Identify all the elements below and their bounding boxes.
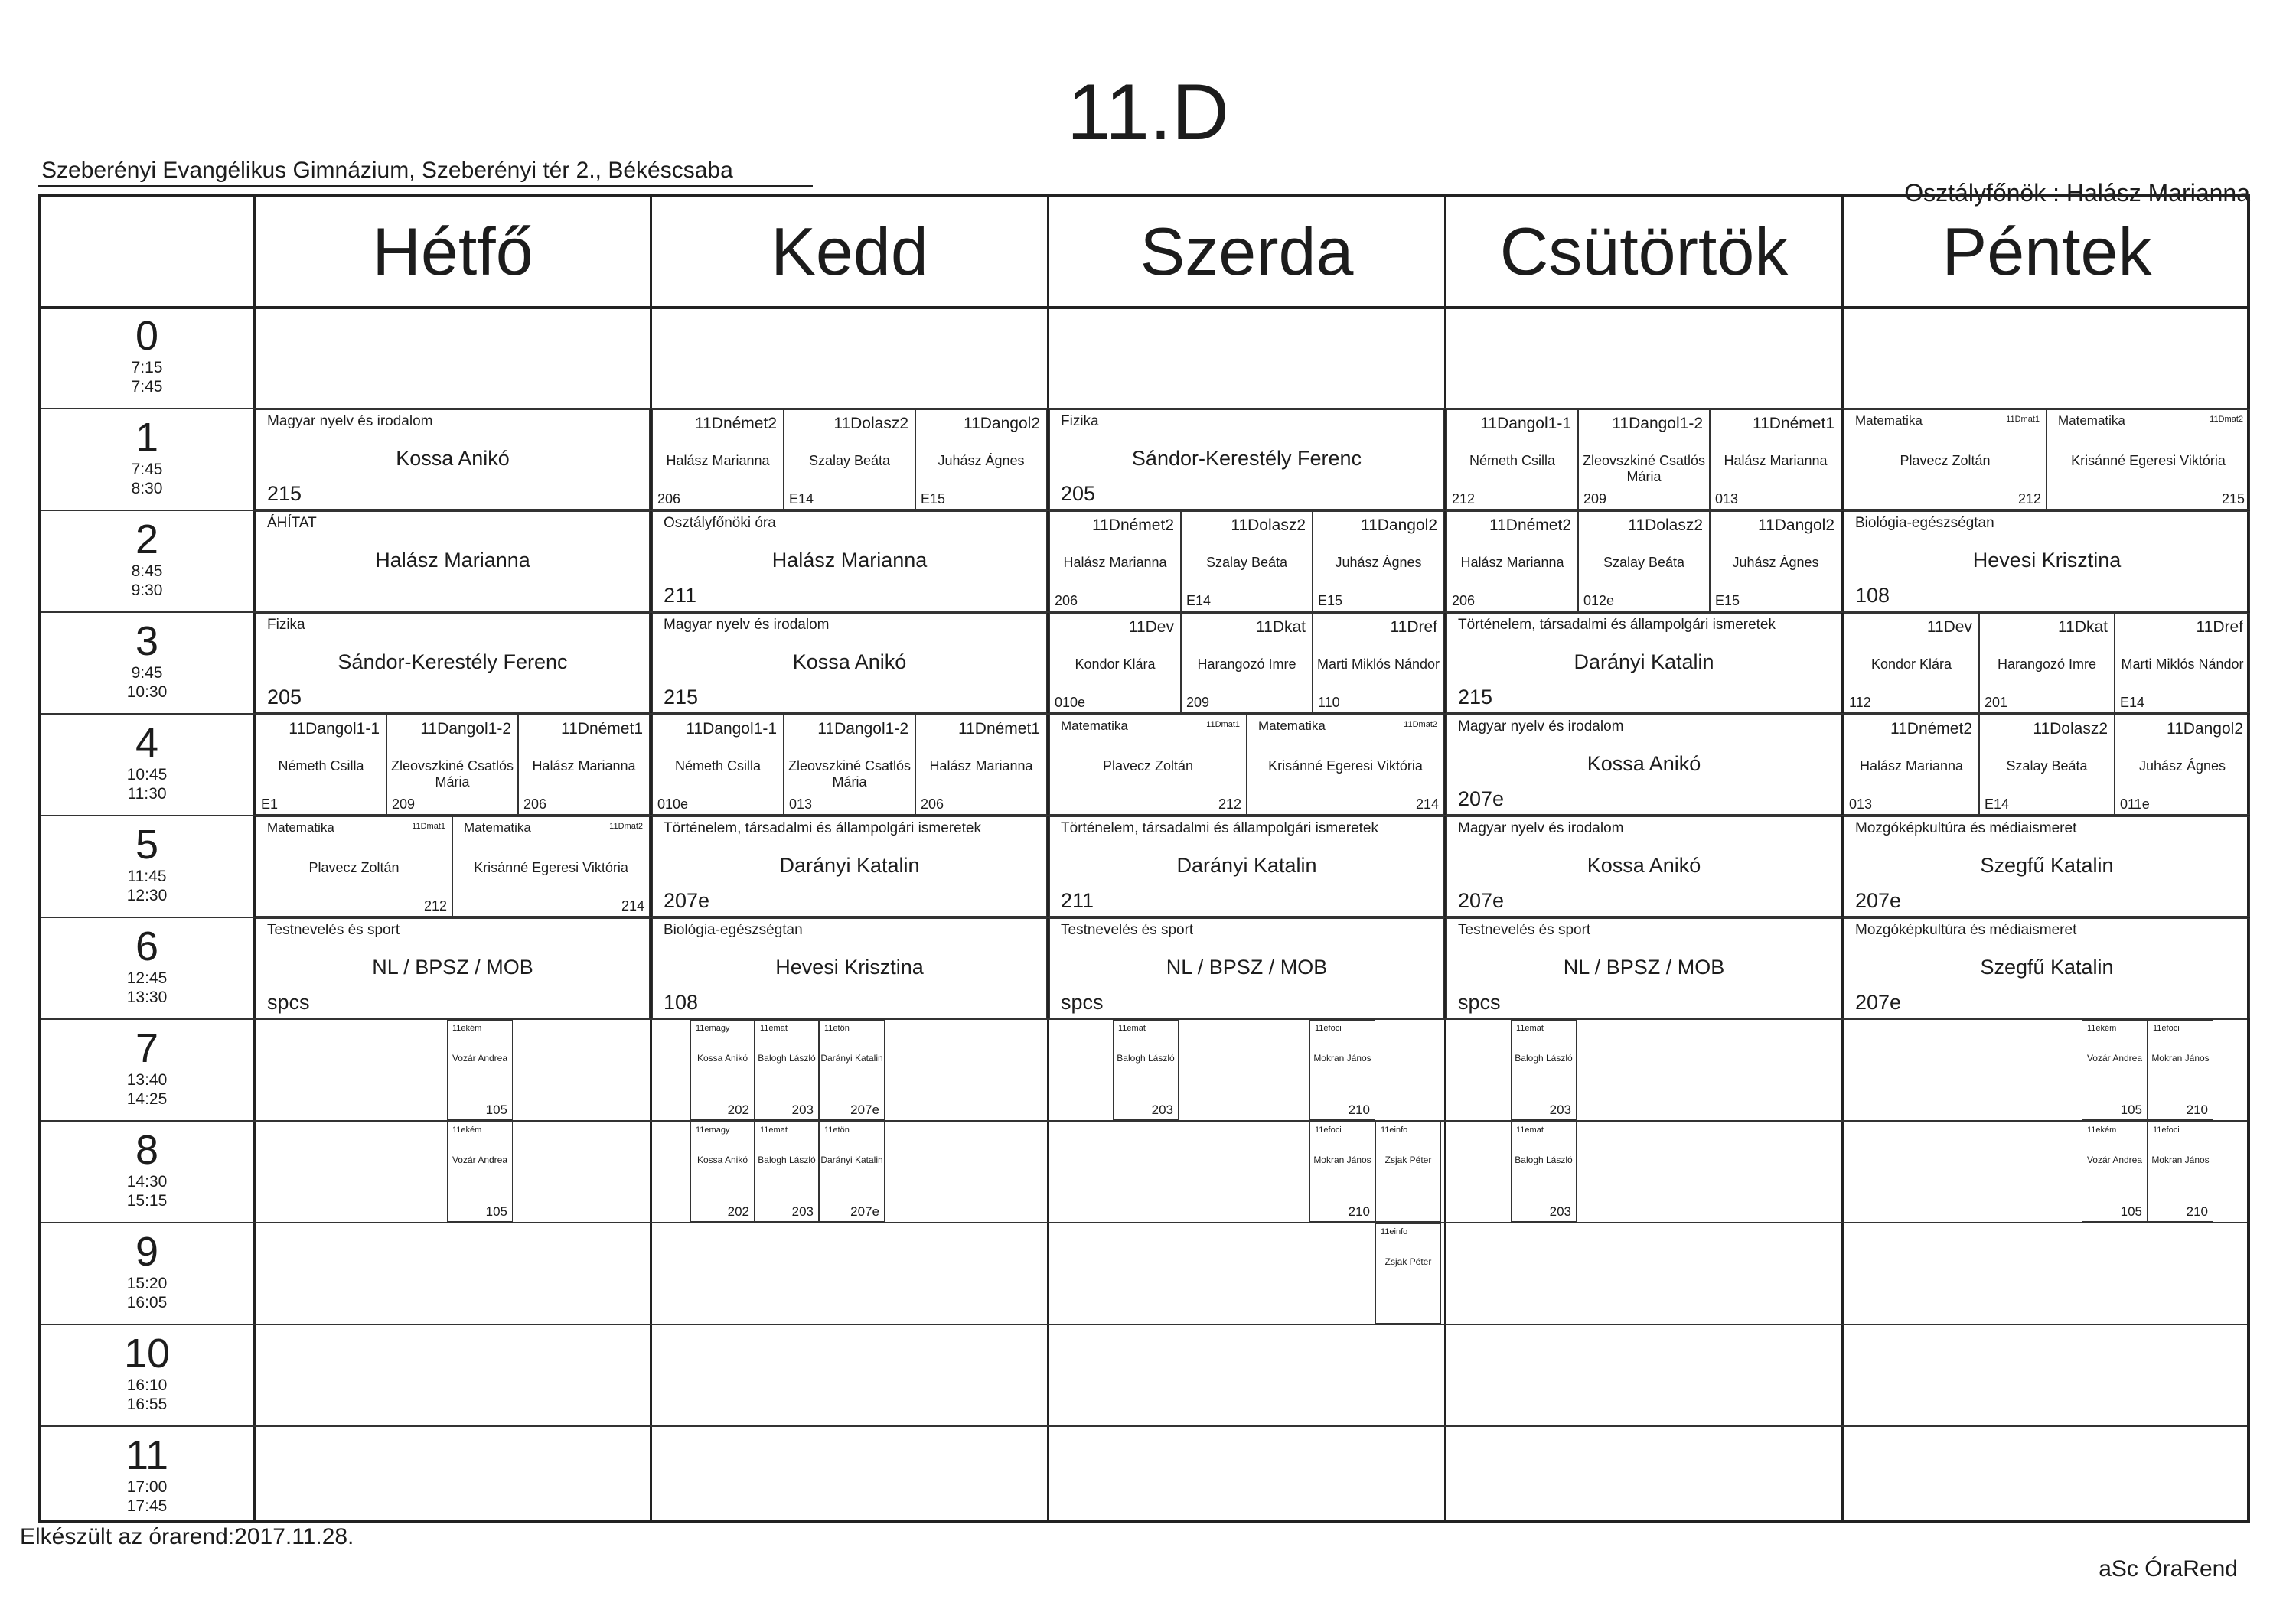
lesson-wed-8-b[interactable]: 11einfo Zsjak Péter: [1375, 1122, 1441, 1222]
row-divider: [41, 306, 2247, 309]
timetable-grid: [38, 194, 2250, 1523]
lesson-tue-1-b[interactable]: 11Dolasz2 Szalay Beáta E14: [784, 409, 915, 510]
lesson-thu-2-c[interactable]: 11Dangol2 Juhász Ágnes E15: [1710, 511, 1841, 611]
lesson-mon-8[interactable]: 11ekém Vozár Andrea 105: [447, 1122, 513, 1222]
lesson-mon-4-a[interactable]: 11Dangol1-1 Németh Csilla E1: [256, 715, 386, 815]
lesson-thu-1-a[interactable]: 11Dangol1-1 Németh Csilla 212: [1446, 409, 1578, 510]
lesson-thu-1-b[interactable]: 11Dangol1-2 Zleovszkiné Csatlós Mária 209: [1578, 409, 1710, 510]
lesson-fri-5[interactable]: Mozgóképkultúra és médiaismeret Szegfű Katalin 207e: [1844, 816, 2250, 917]
lesson-tue-1-c[interactable]: 11Dangol2 Juhász Ágnes E15: [915, 409, 1047, 510]
software-credit: aSc ÓraRend: [2099, 1556, 2238, 1582]
period-10: 10 16:10 16:55: [123, 1331, 171, 1413]
lesson-thu-1-c[interactable]: 11Dnémet1 Halász Marianna 013: [1710, 409, 1841, 510]
lesson-mon-7[interactable]: 11ekém Vozár Andrea 105: [447, 1020, 513, 1120]
lesson-tue-7-a[interactable]: 11emagy Kossa Anikó 202: [690, 1020, 755, 1120]
lesson-mon-2[interactable]: ÁHÍTAT Halász Marianna: [256, 511, 650, 611]
lesson-wed-6[interactable]: Testnevelés és sport NL / BPSZ / MOB spcs: [1049, 918, 1444, 1018]
lesson-mon-5-b[interactable]: Matematika 11Dmat2 Krisánné Egeresi Viktória 214: [452, 816, 650, 917]
lesson-fri-1-b[interactable]: Matematika 11Dmat2 Krisánné Egeresi Viktória 215: [2047, 409, 2250, 510]
lesson-mon-1[interactable]: Magyar nyelv és irodalom Kossa Anikó 215: [256, 409, 650, 510]
lesson-fri-3-a[interactable]: 11Dev Kondor Klára 112: [1844, 613, 1979, 713]
lesson-wed-9[interactable]: 11einfo Zsjak Péter: [1375, 1223, 1441, 1324]
lesson-tue-8-c[interactable]: 11etön Darányi Katalin 207e: [819, 1122, 885, 1222]
lesson-thu-2-a[interactable]: 11Dnémet2 Halász Marianna 206: [1446, 511, 1578, 611]
lesson-wed-7-b[interactable]: 11efoci Mokran János 210: [1309, 1020, 1375, 1120]
day-header-thursday: Csütörtök: [1499, 213, 1789, 289]
lesson-fri-2[interactable]: Biológia-egészségtan Hevesi Krisztina 108: [1844, 511, 2250, 611]
day-header-monday: Hétfő: [372, 213, 533, 289]
day-header-wednesday: Szerda: [1140, 213, 1354, 289]
headmaster: Osztályfőnök : Halász Marianna: [1904, 179, 2250, 207]
lesson-thu-3[interactable]: Történelem, társadalmi és állampolgári ismeretek Darányi Katalin 215: [1446, 613, 1841, 713]
period-2: 2 8:45 9:30: [131, 516, 163, 599]
lesson-fri-6[interactable]: Mozgóképkultúra és médiaismeret Szegfű Katalin 207e: [1844, 918, 2250, 1018]
lesson-fri-8-a[interactable]: 11ekém Vozár Andrea 105: [2082, 1122, 2148, 1222]
row-divider: [41, 1425, 2247, 1427]
lesson-tue-5[interactable]: Történelem, társadalmi és állampolgári ismeretek Darányi Katalin 207e: [652, 816, 1047, 917]
lesson-thu-4[interactable]: Magyar nyelv és irodalom Kossa Anikó 207e: [1446, 715, 1841, 815]
period-6: 6 12:45 13:30: [126, 924, 168, 1006]
lesson-wed-7-a[interactable]: 11emat Balogh László 203: [1113, 1020, 1179, 1120]
row-divider: [41, 1324, 2247, 1325]
lesson-tue-7-b[interactable]: 11emat Balogh László 203: [755, 1020, 819, 1120]
lesson-fri-8-b[interactable]: 11efoci Mokran János 210: [2148, 1122, 2213, 1222]
row-divider: [41, 1120, 2247, 1122]
lesson-wed-4-b[interactable]: Matematika 11Dmat2 Krisánné Egeresi Viktória 214: [1247, 715, 1444, 815]
lesson-fri-7-a[interactable]: 11ekém Vozár Andrea 105: [2082, 1020, 2148, 1120]
lesson-thu-7[interactable]: 11emat Balogh László 203: [1511, 1020, 1577, 1120]
lesson-thu-6[interactable]: Testnevelés és sport NL / BPSZ / MOB spcs: [1446, 918, 1841, 1018]
lesson-tue-8-a[interactable]: 11emagy Kossa Anikó 202: [690, 1122, 755, 1222]
lesson-tue-4-c[interactable]: 11Dnémet1 Halász Marianna 206: [915, 715, 1047, 815]
period-7: 7 13:40 14:25: [126, 1025, 168, 1108]
day-header-friday: Péntek: [1942, 213, 2152, 289]
lesson-fri-3-b[interactable]: 11Dkat Harangozó Imre 201: [1979, 613, 2115, 713]
lesson-wed-3-b[interactable]: 11Dkat Harangozó Imre 209: [1181, 613, 1313, 713]
period-5: 5 11:45 12:30: [126, 822, 168, 904]
lesson-mon-3[interactable]: Fizika Sándor-Kerestély Ferenc 205: [256, 613, 650, 713]
lesson-wed-5[interactable]: Történelem, társadalmi és állampolgári ismeretek Darányi Katalin 211: [1049, 816, 1444, 917]
lesson-wed-4-a[interactable]: Matematika 11Dmat1 Plavecz Zoltán 212: [1049, 715, 1247, 815]
lesson-tue-8-b[interactable]: 11emat Balogh László 203: [755, 1122, 819, 1222]
lesson-mon-6[interactable]: Testnevelés és sport NL / BPSZ / MOB spcs: [256, 918, 650, 1018]
lesson-tue-6[interactable]: Biológia-egészségtan Hevesi Krisztina 108: [652, 918, 1047, 1018]
lesson-wed-1[interactable]: Fizika Sándor-Kerestély Ferenc 205: [1049, 409, 1444, 510]
lesson-thu-2-b[interactable]: 11Dolasz2 Szalay Beáta 012e: [1578, 511, 1710, 611]
lesson-mon-4-b[interactable]: 11Dangol1-2 Zleovszkiné Csatlós Mária 209: [386, 715, 518, 815]
lesson-tue-7-c[interactable]: 11etön Darányi Katalin 207e: [819, 1020, 885, 1120]
lesson-wed-2-a[interactable]: 11Dnémet2 Halász Marianna 206: [1049, 511, 1181, 611]
school-underline: [38, 185, 813, 187]
lesson-fri-7-b[interactable]: 11efoci Mokran János 210: [2148, 1020, 2213, 1120]
lesson-mon-4-c[interactable]: 11Dnémet1 Halász Marianna 206: [518, 715, 650, 815]
lesson-wed-3-a[interactable]: 11Dev Kondor Klára 010e: [1049, 613, 1181, 713]
lesson-fri-1-a[interactable]: Matematika 11Dmat1 Plavecz Zoltán 212: [1844, 409, 2047, 510]
lesson-thu-5[interactable]: Magyar nyelv és irodalom Kossa Anikó 207e: [1446, 816, 1841, 917]
period-11: 11 17:00 17:45: [125, 1432, 169, 1515]
period-9: 9 15:20 16:05: [126, 1229, 168, 1311]
lesson-tue-2[interactable]: Osztályfőnöki óra Halász Marianna 211: [652, 511, 1047, 611]
lesson-wed-8-a[interactable]: 11efoci Mokran János 210: [1309, 1122, 1375, 1222]
lesson-fri-3-c[interactable]: 11Dref Marti Miklós Nándor E14: [2115, 613, 2250, 713]
period-4: 4 10:45 11:30: [126, 720, 168, 803]
lesson-wed-2-b[interactable]: 11Dolasz2 Szalay Beáta E14: [1181, 511, 1313, 611]
class-title: 11.D: [1067, 68, 1229, 157]
lesson-tue-3[interactable]: Magyar nyelv és irodalom Kossa Anikó 215: [652, 613, 1047, 713]
lesson-wed-3-c[interactable]: 11Dref Marti Miklós Nándor 110: [1313, 613, 1444, 713]
day-header-tuesday: Kedd: [771, 213, 928, 289]
period-8: 8 14:30 15:15: [126, 1127, 168, 1210]
period-1: 1 7:45 8:30: [131, 415, 163, 497]
lesson-wed-2-c[interactable]: 11Dangol2 Juhász Ágnes E15: [1313, 511, 1444, 611]
lesson-mon-5-a[interactable]: Matematika 11Dmat1 Plavecz Zoltán 212: [256, 816, 452, 917]
lesson-tue-1-a[interactable]: 11Dnémet2 Halász Marianna 206: [652, 409, 784, 510]
lesson-thu-8[interactable]: 11emat Balogh László 203: [1511, 1122, 1577, 1222]
period-0: 0 7:15 7:45: [131, 313, 163, 396]
school-name: Szeberényi Evangélikus Gimnázium, Szeberényi tér 2., Békéscsaba: [41, 158, 733, 183]
period-3: 3 9:45 10:30: [126, 618, 168, 701]
lesson-fri-4-c[interactable]: 11Dangol2 Juhász Ágnes 011e: [2115, 715, 2250, 815]
lesson-fri-4-b[interactable]: 11Dolasz2 Szalay Beáta E14: [1979, 715, 2115, 815]
lesson-fri-4-a[interactable]: 11Dnémet2 Halász Marianna 013: [1844, 715, 1979, 815]
lesson-tue-4-b[interactable]: 11Dangol1-2 Zleovszkiné Csatlós Mária 013: [784, 715, 915, 815]
generated-date: Elkészült az órarend:2017.11.28.: [20, 1524, 354, 1549]
row-divider: [41, 1222, 2247, 1223]
lesson-tue-4-a[interactable]: 11Dangol1-1 Németh Csilla 010e: [652, 715, 784, 815]
